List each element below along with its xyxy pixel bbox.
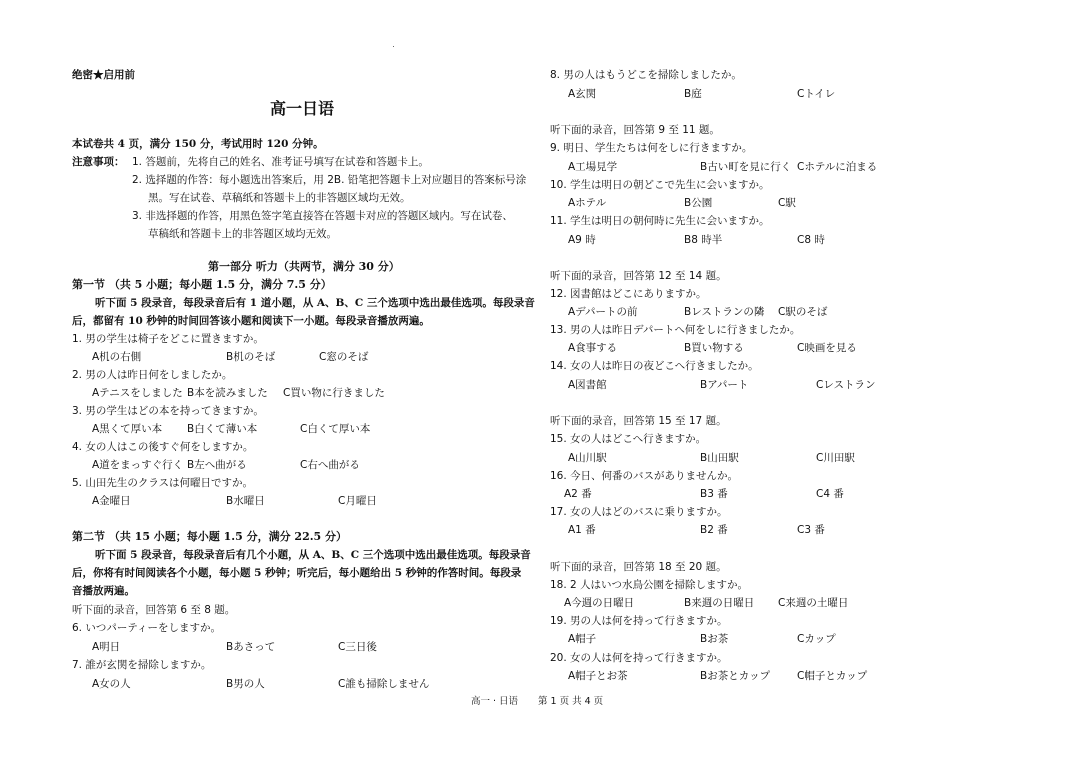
q18-option-b: B来週の日曜日 xyxy=(684,597,755,609)
q7-option-b: B男の人 xyxy=(226,678,265,690)
q15-option-a: A山川駅 xyxy=(568,452,607,464)
section1-instr-1: 听下面 5 段录音，每段录音后有 1 道小题，从 A、B、C 三个选项中选出最佳选项。每段录音 xyxy=(95,297,535,309)
q19-option-c: Cカップ xyxy=(797,633,836,645)
question-11: 11. 学生は明日の朝何時に先生に会いますか。 xyxy=(550,215,770,227)
q10-option-c: C駅 xyxy=(778,197,796,209)
q3-option-b: B白くて薄い本 xyxy=(187,423,258,435)
section2-instr-3: 音播放两遍。 xyxy=(72,585,135,597)
question-10: 10. 学生は明日の朝どこで先生に会いますか。 xyxy=(550,179,770,191)
q16-option-a: A2 番 xyxy=(564,488,592,500)
footer-page-number: 第 1 页 共 4 页 xyxy=(538,696,604,707)
q1-option-a: A机の右側 xyxy=(92,351,142,363)
group-9-11-heading: 听下面的录音，回答第 9 至 11 题。 xyxy=(550,124,720,136)
q9-option-c: Cホテルに泊まる xyxy=(797,161,878,173)
q20-option-b: Bお茶とカップ xyxy=(700,670,771,682)
q1-option-c: C窓のそば xyxy=(319,351,369,363)
q8-option-a: A玄関 xyxy=(568,88,597,100)
section2-instr-1: 听下面 5 段录音，每段录音后有几个小题，从 A、B、C 三个选项中选出最佳选项。每段录音 xyxy=(95,549,531,561)
q11-option-b: B8 時半 xyxy=(684,234,723,246)
group-15-17-heading: 听下面的录音，回答第 15 至 17 题。 xyxy=(550,415,727,427)
part1-title: 第一部分 听力（共两节，满分 30 分） xyxy=(208,260,400,273)
q11-option-a: A9 時 xyxy=(568,234,596,246)
q15-option-c: C川田駅 xyxy=(816,452,855,464)
question-7: 7. 誰が玄関を掃除しますか。 xyxy=(72,659,212,671)
q20-option-c: C帽子とカップ xyxy=(797,670,868,682)
q13-option-c: C映画を見る xyxy=(797,342,857,354)
q3-option-c: C白くて厚い本 xyxy=(300,423,371,435)
question-12: 12. 図書館はどこにありますか。 xyxy=(550,288,707,300)
q2-option-b: B本を読みました xyxy=(187,387,268,399)
confidential-label: 绝密★启用前 xyxy=(72,69,135,81)
scan-dot xyxy=(393,46,394,47)
q19-option-b: Bお茶 xyxy=(700,633,729,645)
question-17: 17. 女の人はどのバスに乗りますか。 xyxy=(550,506,728,518)
q7-option-c: C誰も掃除しません xyxy=(338,678,430,690)
question-4: 4. 女の人はこの後すぐ何をしますか。 xyxy=(72,441,254,453)
notice-1: 1. 答题前，先将自己的姓名、准考证号填写在试卷和答题卡上。 xyxy=(132,156,429,168)
q18-option-c: C来週の土曜日 xyxy=(778,597,849,609)
q9-option-a: A工場見学 xyxy=(568,161,618,173)
notice-label: 注意事项： xyxy=(72,156,125,168)
q13-option-a: A食事する xyxy=(568,342,618,354)
question-6: 6. いつパーティーをしますか。 xyxy=(72,622,222,634)
q6-option-c: C三日後 xyxy=(338,641,377,653)
q14-option-a: A図書館 xyxy=(568,379,607,391)
q5-option-a: A金曜日 xyxy=(92,495,131,507)
notice-2: 2. 选择题的作答：每小题选出答案后，用 2B. 铅笔把答题卡上对应题目的答案标号涂 xyxy=(132,174,527,186)
q15-option-b: B山田駅 xyxy=(700,452,739,464)
q4-option-c: C右へ曲がる xyxy=(300,459,360,471)
question-16: 16. 今日、何番のバスがありませんか。 xyxy=(550,470,739,482)
q16-option-c: C4 番 xyxy=(816,488,844,500)
q12-option-c: C駅のそば xyxy=(778,306,828,318)
q12-option-a: Aデパートの前 xyxy=(568,306,638,318)
group-6-8-heading: 听下面的录音，回答第 6 至 8 题。 xyxy=(72,604,236,616)
question-5: 5. 山田先生のクラスは何曜日ですか。 xyxy=(72,477,254,489)
footer-subject: 高一 · 日语 xyxy=(471,696,519,707)
q4-option-b: B左へ曲がる xyxy=(187,459,247,471)
notice-3-cont: 草稿纸和答题卡上的非答题区域均无效。 xyxy=(148,228,337,240)
q20-option-a: A帽子とお茶 xyxy=(568,670,628,682)
q4-option-a: A道をまっすぐ行く xyxy=(92,459,184,471)
question-3: 3. 男の学生はどの本を持ってきますか。 xyxy=(72,405,264,417)
q14-option-b: Bアパート xyxy=(700,379,749,391)
q19-option-a: A帽子 xyxy=(568,633,597,645)
question-13: 13. 男の人は昨日デパートへ何をしに行きましたか。 xyxy=(550,324,801,336)
q14-option-c: Cレストラン xyxy=(816,379,876,391)
exam-info: 本试卷共 4 页，满分 150 分，考试用时 120 分钟。 xyxy=(72,138,324,150)
section2-instr-2: 后，你将有时间阅读各个小题，每小题 5 秒钟；听完后，每小题给出 5 秒钟的作答时间。每段录 xyxy=(72,567,522,579)
q8-option-b: B庭 xyxy=(684,88,702,100)
q10-option-b: B公園 xyxy=(684,197,713,209)
q11-option-c: C8 時 xyxy=(797,234,825,246)
question-18: 18. 2 人はいつ水鳥公園を掃除しますか。 xyxy=(550,579,749,591)
page-title: 高一日语 xyxy=(270,99,335,118)
question-2: 2. 男の人は昨日何をしましたか。 xyxy=(72,369,233,381)
q8-option-c: Cトイレ xyxy=(797,88,836,100)
q7-option-a: A女の人 xyxy=(92,678,131,690)
q10-option-a: Aホテル xyxy=(568,197,607,209)
question-8: 8. 男の人はもうどこを掃除しましたか。 xyxy=(550,69,742,81)
q5-option-b: B水曜日 xyxy=(226,495,265,507)
q17-option-b: B2 番 xyxy=(700,524,728,536)
section2-title: 第二节 （共 15 小题；每小题 1.5 分，满分 22.5 分） xyxy=(72,530,348,543)
q6-option-a: A明日 xyxy=(92,641,121,653)
q2-option-c: C買い物に行きました xyxy=(283,387,385,399)
q1-option-b: B机のそば xyxy=(226,351,276,363)
q6-option-b: Bあさって xyxy=(226,641,276,653)
question-1: 1. 男の学生は椅子をどこに置きますか。 xyxy=(72,333,264,345)
group-12-14-heading: 听下面的录音，回答第 12 至 14 题。 xyxy=(550,270,727,282)
question-9: 9. 明日、学生たちは何をしに行きますか。 xyxy=(550,142,753,154)
q17-option-c: C3 番 xyxy=(797,524,825,536)
q17-option-a: A1 番 xyxy=(568,524,596,536)
section1-title: 第一节 （共 5 小题；每小题 1.5 分，满分 7.5 分） xyxy=(72,278,332,291)
q9-option-b: B古い町を見に行く xyxy=(700,161,792,173)
q16-option-b: B3 番 xyxy=(700,488,728,500)
question-19: 19. 男の人は何を持って行きますか。 xyxy=(550,615,728,627)
notice-3: 3. 非选择题的作答，用黑色签字笔直接答在答题卡对应的答题区域内。写在试卷、 xyxy=(132,210,513,222)
section1-instr-2: 后，都留有 10 秒钟的时间回答该小题和阅读下一小题。每段录音播放两遍。 xyxy=(72,315,430,327)
q18-option-a: A今週の日曜日 xyxy=(564,597,635,609)
group-18-20-heading: 听下面的录音，回答第 18 至 20 题。 xyxy=(550,561,727,573)
question-15: 15. 女の人はどこへ行きますか。 xyxy=(550,433,707,445)
q13-option-b: B買い物する xyxy=(684,342,744,354)
question-20: 20. 女の人は何を持って行きますか。 xyxy=(550,652,728,664)
q12-option-b: Bレストランの隣 xyxy=(684,306,765,318)
question-14: 14. 女の人は昨日の夜どこへ行きましたか。 xyxy=(550,360,759,372)
q5-option-c: C月曜日 xyxy=(338,495,377,507)
q2-option-a: Aテニスをしました xyxy=(92,387,183,399)
q3-option-a: A黒くて厚い本 xyxy=(92,423,163,435)
notice-2-cont: 黑。写在试卷、草稿纸和答题卡上的非答题区域均无效。 xyxy=(148,192,411,204)
